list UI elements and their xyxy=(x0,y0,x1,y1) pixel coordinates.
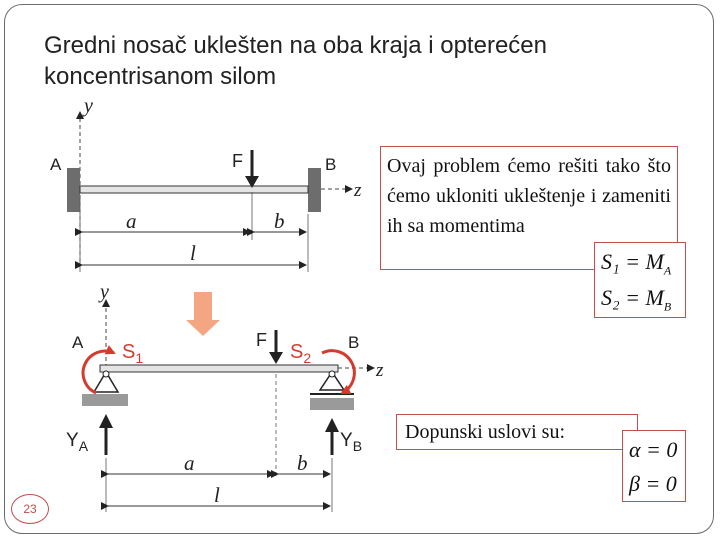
reaction-right-letter: Y xyxy=(340,430,353,451)
bottom-dim-b: b xyxy=(297,451,308,475)
transition-arrow xyxy=(186,292,220,336)
top-dim-b: b xyxy=(274,209,285,233)
top-dim-a: a xyxy=(126,209,137,233)
bottom-z-label: z xyxy=(376,360,384,381)
formula-s2 xyxy=(601,285,671,314)
top-beam xyxy=(80,186,308,193)
top-force-label: F xyxy=(232,151,243,171)
formula-s1 xyxy=(601,249,671,278)
bottom-y-label: y xyxy=(100,281,109,303)
bottom-label-b: B xyxy=(348,333,360,352)
reaction-left-sub: A xyxy=(78,438,89,454)
bottom-dim-a: a xyxy=(184,451,195,475)
page-number: 23 xyxy=(11,494,49,524)
formula-beta: β = 0 xyxy=(629,471,677,496)
title-line-1: Gredni nosač uklešten na oba kraja i opterećen xyxy=(44,32,547,59)
reaction-right-head xyxy=(325,418,339,432)
bottom-force-label: F xyxy=(256,330,267,350)
top-label-b: B xyxy=(325,155,337,174)
left-pin xyxy=(103,371,109,377)
moment-left-sub: 1 xyxy=(135,350,144,366)
bottom-dim-l: l xyxy=(214,483,220,507)
formula-s2-text: S₂ = M xyxy=(601,285,664,310)
moment-right-sub: 2 xyxy=(303,350,312,366)
title-line-2: koncentrisanom silom xyxy=(44,63,277,90)
top-dim-l: l xyxy=(190,241,196,265)
top-z-label: z xyxy=(354,180,362,201)
reaction-left-label xyxy=(66,430,89,454)
bottom-diagram xyxy=(66,281,384,512)
reaction-left-letter: Y xyxy=(66,430,79,451)
top-label-a: A xyxy=(50,155,62,174)
top-y-label: y xyxy=(84,95,93,117)
formula-moments xyxy=(594,242,686,318)
moment-right-letter: S xyxy=(290,341,304,363)
reaction-left-head xyxy=(99,414,113,428)
bottom-beam xyxy=(100,365,338,372)
left-ground xyxy=(82,394,128,406)
top-diagram xyxy=(50,95,362,272)
bottom-force-head xyxy=(269,352,283,364)
formula-conditions xyxy=(622,430,686,502)
moment-right-label xyxy=(290,341,311,366)
bottom-label-a: A xyxy=(72,333,84,352)
formula-alpha: α = 0 xyxy=(629,437,678,462)
right-pin xyxy=(329,371,335,377)
right-ground xyxy=(310,398,354,410)
formula-s1-text: S₁ = M xyxy=(601,249,664,274)
reaction-right-sub: B xyxy=(352,438,363,454)
note-remove-clamps: Ovaj problem ćemo rešiti tako što ćemo ukloniti ukleštenje i zameniti ih sa momentima xyxy=(380,146,678,270)
note-additional-conditions: Dopunski uslovi su: xyxy=(396,414,638,450)
formula-s2-sub: B xyxy=(663,299,672,314)
moment-left-letter: S xyxy=(122,341,136,363)
moment-left-label xyxy=(122,341,143,366)
reaction-right-label xyxy=(340,430,362,454)
formula-s1-sub: A xyxy=(663,263,672,278)
top-right-wall xyxy=(308,168,321,212)
top-left-wall xyxy=(67,168,80,212)
